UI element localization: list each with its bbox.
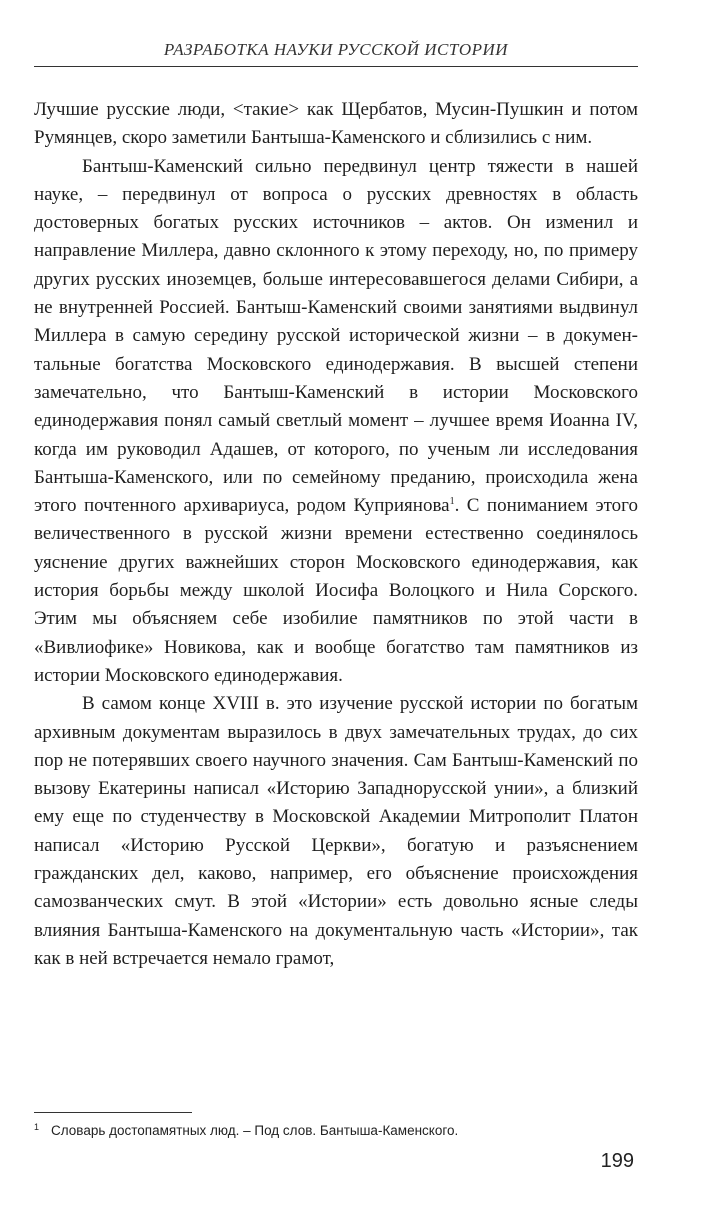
page-number: 199 [600,1150,634,1172]
footnote-reference: 1 [449,496,455,508]
footnote-marker: 1 [34,1122,40,1132]
footnote-rule [34,1112,192,1113]
footnote [34,1122,638,1140]
running-header: РАЗРАБОТКА НАУКИ РУССКОЙ ИСТОРИИ [163,40,509,59]
main-text [34,96,638,973]
paragraph-3: В самом конце XVIII в. это изучение русской истории по богатым архивным документам выразилось в двух замечательных трудах, до сих пор не потерявших своего научного значения. Сам Бантыш-Каменский по вызову Екатерины написал «Историю Западнорусской унии», а близкий ему еще по студенчеству в Московской Академии Митрополит Платон написал «Историю Русской Церкви», богатую и разъяснением гражданских дел, каково, например, его объяснение происхождения самозванческих смут. В этой «Истории» есть довольно ясные следы влияния Бантыша-Каменского на документальную часть «Истории», так как в ней встречается немало грамот, [34,693,638,969]
paragraph-2-continuation: . С пониманием этого величественного в русской жизни времени естественно соединялось уяснение других важнейших сторон Московского единодержавия, как история борьбы между школой Иосифа Волоцкого и Нила Сорского. Этим мы объясняем себе изобилие памятников по этой части в «Вивлиофике» Новикова, как и вообще богатство там памятников из истории Московского единодержавия. [34,495,638,686]
paragraph-2-text: Бантыш-Каменский сильно передвинул центр тяжести в нашей науке, – передвинул от вопроса о русских древностях в область достоверных богатых русских источников – актов. Он изменил и направление Миллера, давно склонного к этому переходу, но, по примеру других русских иноземцев, больше интересовавшегося делами Сибири, а не внутренней Россией. Бантыш-Каменский своими занятиями выдвинул Миллера в самую середину русской исторической жизни – в документальные богатства Московского единодержавия. В высшей степени замечательно, что Бантыш-Каменский в истории Московского единодержавия понял самый светлый момент – лучшее время Иоанна IV, когда им руководил Адашев, от которого, по ученым ли исследования Бантыша-Каменского, или по семейному преданию, происходила жена этого почтенного архивариуса, родом Куприянова [34,155,638,517]
paragraph-1: Лучшие русские люди, <такие> как Щербатов, Мусин-Пушкин и потом Румянцев, скоро заметили Бантыша-Каменского и сблизились с ним. [34,99,638,149]
paragraph-2 [34,153,638,691]
footnote-text: Словарь достопамятных люд. – Под слов. Бантыша-Каменского. [51,1123,459,1138]
header-rule [34,66,638,67]
